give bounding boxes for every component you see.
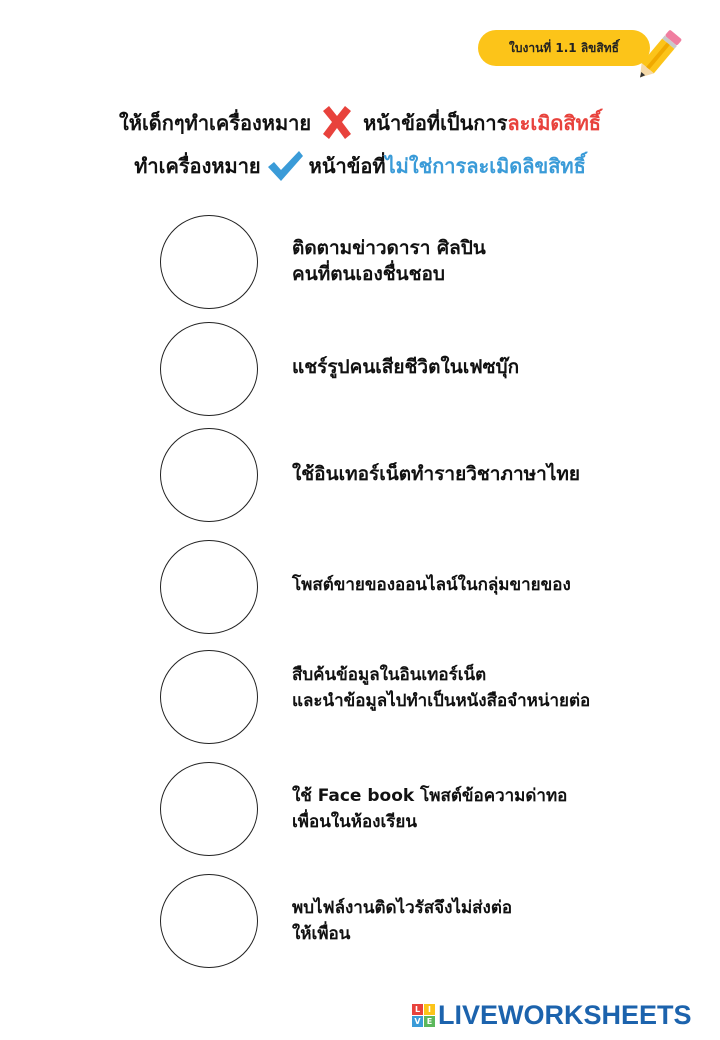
answer-circle-4[interactable] bbox=[160, 540, 258, 634]
red-cross-icon bbox=[317, 103, 357, 143]
item-7-text bbox=[292, 895, 512, 947]
instruction-2-prefix: ทำเครื่องหมาย bbox=[134, 154, 261, 178]
item-7-line-1: พบไฟล์งานติดไวรัสจึงไม่ส่งต่อ bbox=[292, 898, 513, 918]
instruction-line-2 bbox=[0, 146, 720, 186]
item-6-text bbox=[292, 783, 567, 835]
item-5-text bbox=[292, 662, 590, 714]
instruction-2-mid: หน้าข้อที่ bbox=[308, 154, 386, 178]
item-4-text bbox=[292, 572, 571, 598]
item-1-text bbox=[292, 235, 486, 287]
logo-grid-i: I bbox=[424, 1004, 435, 1015]
item-3-line-1: ใช้อินเทอร์เน็ตทำรายวิชาภาษาไทย bbox=[292, 463, 581, 485]
item-7-line-2: ให้เพื่อน bbox=[292, 924, 351, 944]
answer-circle-5[interactable] bbox=[160, 650, 258, 744]
logo-grid-l: L bbox=[412, 1004, 423, 1015]
item-2-line-1: แชร์รูปคนเสียชีวิตในเฟซบุ๊ก bbox=[292, 356, 520, 378]
item-6-line-1: ใช้ Face book โพสต์ข้อความด่าทอ bbox=[292, 786, 568, 806]
item-4-line-1: โพสต์ขายของออนไลน์ในกลุ่มขายของ bbox=[292, 575, 571, 595]
answer-circle-3[interactable] bbox=[160, 428, 258, 522]
item-1-line-2: คนที่ตนเองชื่นชอบ bbox=[292, 263, 445, 285]
instruction-1-highlight: ละเมิดสิทธิ์ bbox=[507, 111, 601, 135]
liveworksheets-logo bbox=[412, 1000, 712, 1030]
item-2-text bbox=[292, 354, 519, 380]
item-3-text bbox=[292, 461, 580, 487]
instruction-1-prefix: ให้เด็กๆทำเครื่องหมาย bbox=[119, 111, 312, 135]
item-5-line-2: และนำข้อมูลไปทำเป็นหนังสือจำหน่ายต่อ bbox=[292, 691, 591, 711]
answer-circle-6[interactable] bbox=[160, 762, 258, 856]
worksheet-tag-label: ใบงานที่ 1.1 ลิขสิทธิ์ bbox=[509, 40, 619, 55]
item-6-line-2: เพื่อนในห้องเรียน bbox=[292, 812, 418, 832]
blue-check-icon bbox=[265, 146, 305, 186]
instruction-1-mid: หน้าข้อที่เป็นการ bbox=[363, 111, 508, 135]
answer-circle-2[interactable] bbox=[160, 322, 258, 416]
logo-text: LIVEWORKSHEETS bbox=[438, 999, 692, 1030]
logo-grid-v: V bbox=[412, 1016, 423, 1027]
instruction-2-highlight: ไม่ใช่การละเมิดลิขสิทธิ์ bbox=[385, 154, 586, 178]
item-5-line-1: สืบค้นข้อมูลในอินเทอร์เน็ต bbox=[292, 665, 487, 685]
item-1-line-1: ติดตามข่าวดารา ศิลปิน bbox=[292, 237, 486, 259]
logo-grid-e: E bbox=[424, 1016, 435, 1027]
logo-grid-icon bbox=[412, 1004, 435, 1027]
answer-circle-1[interactable] bbox=[160, 215, 258, 309]
answer-circle-7[interactable] bbox=[160, 874, 258, 968]
pencil-icon bbox=[626, 26, 690, 86]
worksheet-tag bbox=[478, 30, 650, 66]
instruction-line-1 bbox=[0, 103, 720, 143]
